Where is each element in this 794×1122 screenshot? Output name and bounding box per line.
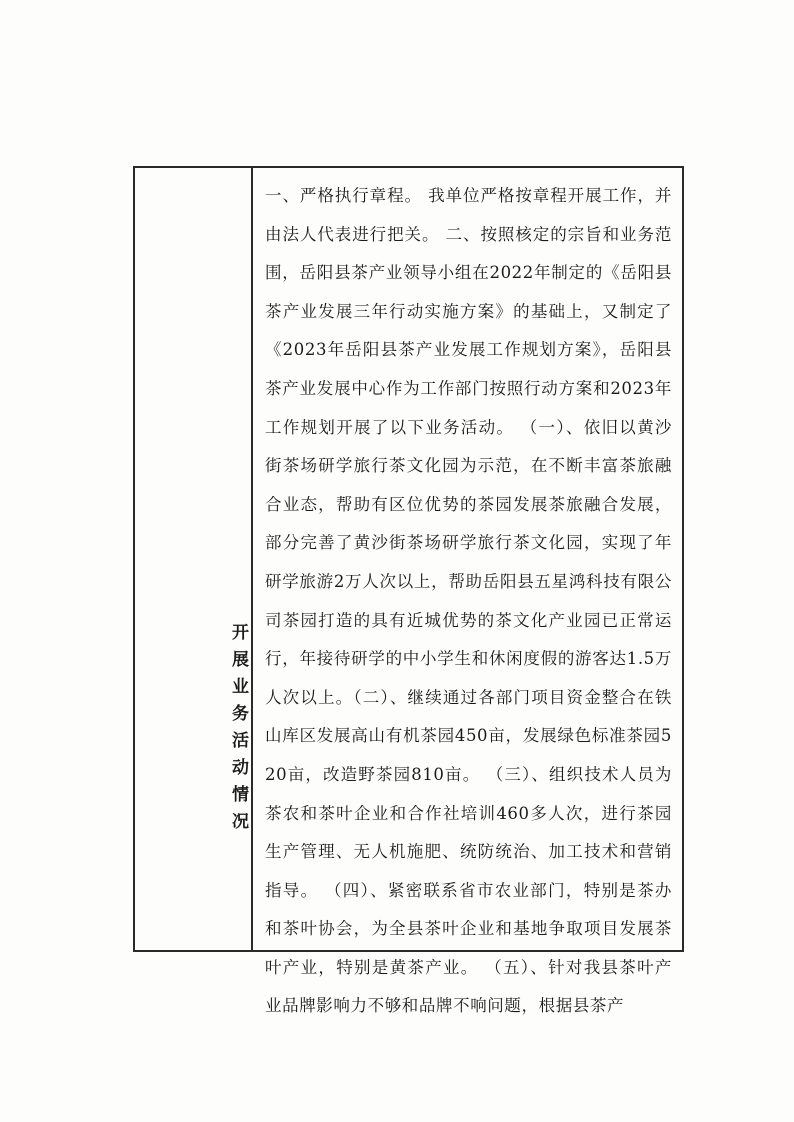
label-cell [135, 168, 253, 950]
activity-description: 一、严格执行章程。 我单位严格按章程开展工作，并由法人代表进行把关。 二、按照核定的宗旨和业务范围，岳阳县茶产业领导小组在2022年制定的《岳阳县茶产业发展三年行动实施方案》的基础上，又制定了《2023年岳阳县茶产业发展工作规划方案》，岳阳县茶产业发展中心作为工作部门按照行动方案和2023年工作规划开展了以下业务活动。 （一）、依旧以黄沙街茶场研学旅行茶文化园为示范，在不断丰富茶旅融合业态，帮助有区位优势的茶园发展茶旅融合发展，部分完善了黄沙街茶场研学旅行茶文化园，实现了年研学旅游2万人次以上，帮助岳阳县五星鸿科技有限公司茶园打造的具有近城优势的茶文化产业园已正常运行，年接待研学的中小学生和休闲度假的游客达1.5万人次以上。（二）、继续通过各部门项目资金整合在铁山库区发展高山有机茶园450亩，发展绿色标准茶园520亩，改造野茶园810亩。 （三）、组织技术人员为茶农和茶叶企业和合作社培训460多人次，进行茶园生产管理、无人机施肥、统防统治、加工技术和营销指导。 （四）、紧密联系省市农业部门，特别是茶办和茶叶协会，为全县茶叶企业和基地争取项目发展茶叶产业，特别是黄茶产业。 （五）、针对我县茶叶产业品牌影响力不够和品牌不响问题，根据县茶产 [265, 186, 672, 1016]
content-cell [253, 168, 682, 1016]
activity-table [133, 166, 684, 1016]
row-label: 开展业务活动情况 [228, 623, 248, 839]
